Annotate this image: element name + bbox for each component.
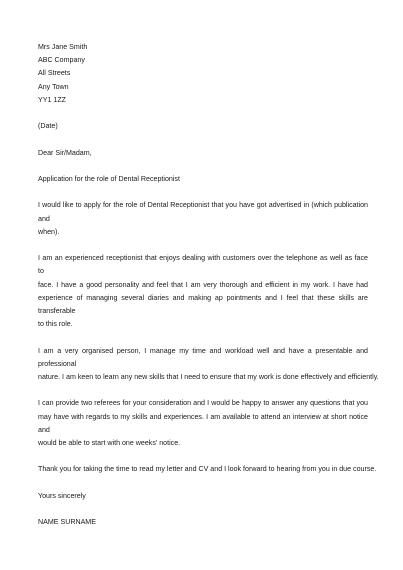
- paragraph-line: Thank you for taking the time to read my letter and CV and I look forward to hearing from you in due course.: [38, 465, 377, 474]
- subject-line: Application for the role of Dental Receptionist: [38, 174, 180, 183]
- salutation: Dear Sir/Madam,: [38, 148, 92, 157]
- paragraph-experience: [38, 252, 368, 331]
- paragraph-line: face. I have a good personality and feel that I am very thorough and efficient in my work. I have had: [38, 280, 368, 289]
- paragraph-line: I am a very organised person, I manage my time and workload well and have a presentable and professional: [38, 346, 368, 368]
- sender-postcode: YY1 1ZZ: [38, 95, 66, 104]
- sender-company: ABC Company: [38, 56, 85, 65]
- paragraph-line: experience of managing several diaries and making ap pointments and I feel that these skills are transferable: [38, 293, 368, 315]
- sender-name: Mrs Jane Smith: [38, 43, 88, 51]
- paragraph-line: to this role.: [38, 320, 73, 329]
- sender-street: All Streets: [38, 69, 71, 78]
- sender-town: Any Town: [38, 82, 69, 91]
- letter-body: [38, 41, 379, 529]
- paragraph-line: I am an experienced receptionist that enjoys dealing with customers over the telephone as well as face to: [38, 254, 368, 276]
- paragraph-referees: [38, 397, 368, 450]
- signature-name: NAME SURNAME: [38, 518, 96, 527]
- paragraph-line: I would like to apply for the role of Dental Receptionist that you have got advertised in (which publication and: [38, 201, 368, 223]
- paragraph-intro: [38, 199, 368, 239]
- paragraph-organised: [38, 345, 379, 385]
- letter-date: (Date): [38, 122, 58, 131]
- paragraph-thanks: [38, 463, 377, 476]
- closing: Yours sincerely: [38, 491, 86, 500]
- paragraph-line: would be able to start with one weeks' notice.: [38, 438, 181, 447]
- paragraph-line: I can provide two referees for your consideration and I would be happy to answer any questions that you: [38, 399, 368, 408]
- paragraph-line: when).: [38, 227, 60, 236]
- paragraph-line: nature. I am keen to learn any new skills that I need to ensure that my work is done effectively and efficiently.: [38, 372, 379, 381]
- paragraph-line: may have with regards to my skills and experiences. I am available to attend an interview at short notice and: [38, 412, 368, 434]
- sender-address: [38, 41, 368, 107]
